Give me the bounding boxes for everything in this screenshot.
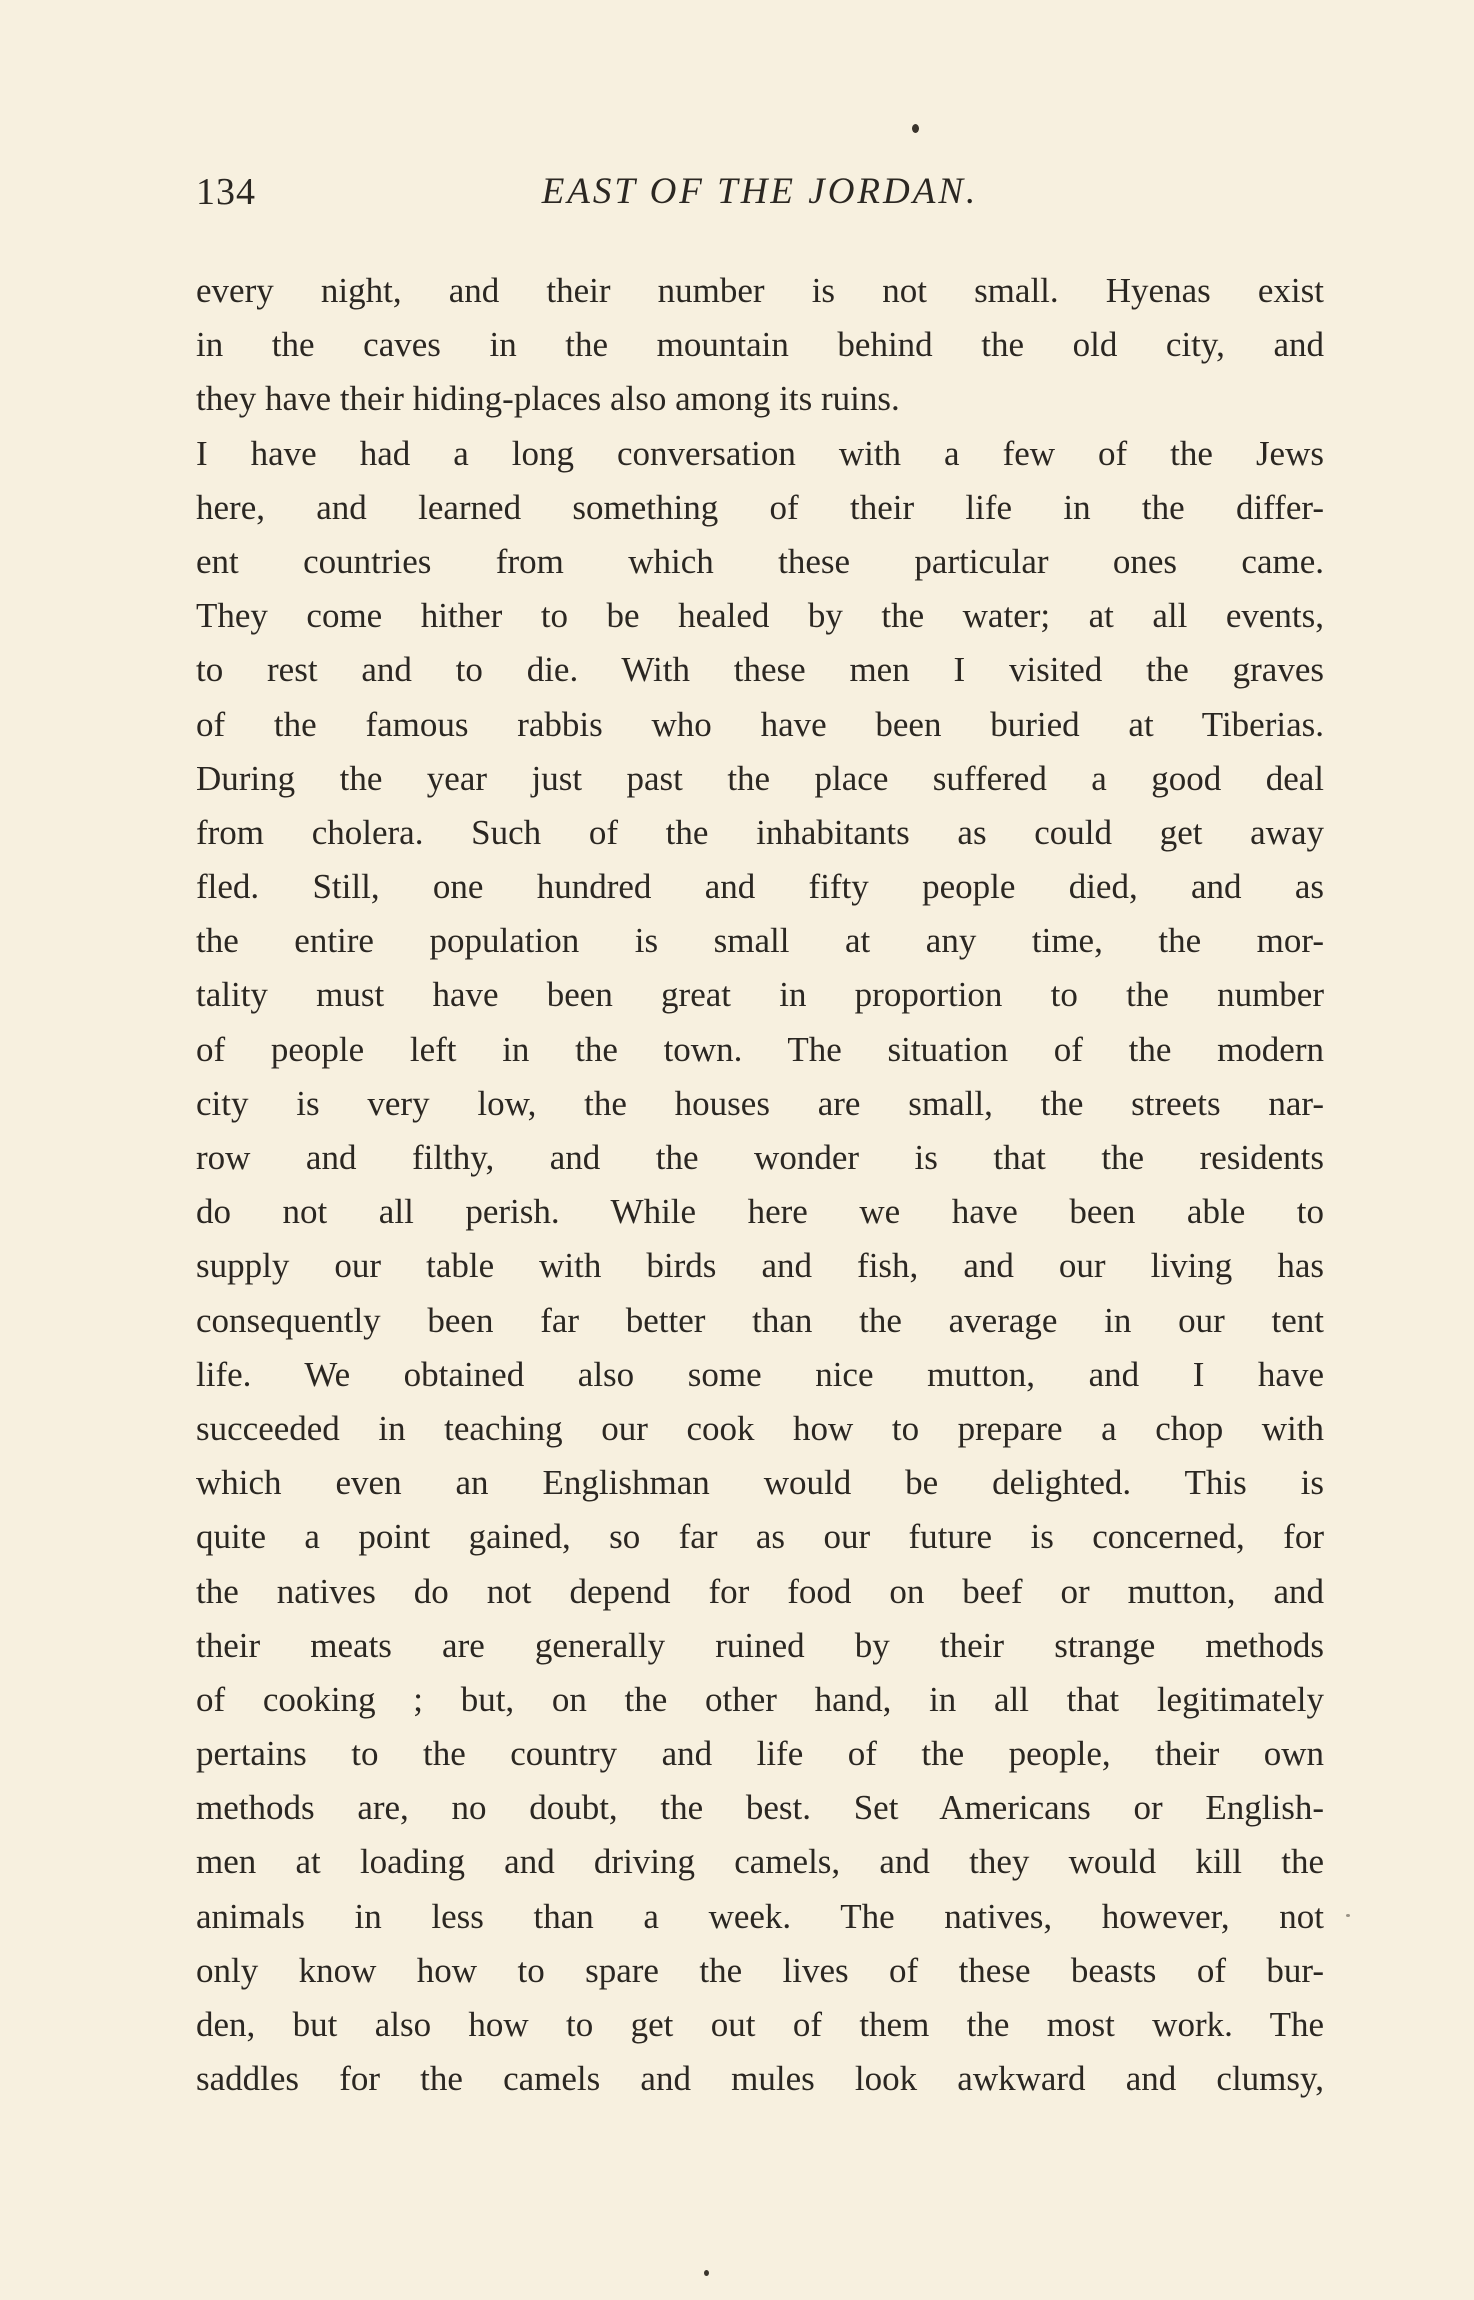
print-speck bbox=[1346, 1914, 1350, 1917]
text-line: quite a point gained, so far as our future is concerned, for bbox=[196, 1517, 1324, 1557]
text-line: methods are, no doubt, the best. Set Americans or English- bbox=[196, 1788, 1324, 1828]
text-line: they have their hiding-places also among its ruins. bbox=[196, 379, 900, 419]
text-line: which even an Englishman would be delighted. This is bbox=[196, 1463, 1324, 1503]
text-line: consequently been far better than the average in our tent bbox=[196, 1300, 1324, 1340]
page-header bbox=[196, 170, 1324, 230]
text-line: of cooking ; but, on the other hand, in all that legitimately bbox=[196, 1679, 1324, 1719]
text-line: supply our table with birds and fish, and our living has bbox=[196, 1246, 1324, 1286]
text-line: pertains to the country and life of the people, their own bbox=[196, 1734, 1324, 1774]
text-line: the entire population is small at any time, the mor- bbox=[196, 921, 1324, 961]
text-line: to rest and to die. With these men I visited the graves bbox=[196, 650, 1324, 690]
running-head: EAST OF THE JORDAN. bbox=[541, 171, 979, 212]
text-line: I have had a long conversation with a few of the Jews bbox=[196, 433, 1324, 473]
text-line: here, and learned something of their life in the differ- bbox=[196, 487, 1324, 527]
text-line: city is very low, the houses are small, the streets nar- bbox=[196, 1083, 1324, 1123]
text-line: men at loading and driving camels, and they would kill the bbox=[196, 1842, 1324, 1882]
text-line: den, but also how to get out of them the most work. The bbox=[196, 2005, 1324, 2044]
text-line: only know how to spare the lives of these beasts of bur- bbox=[196, 1950, 1324, 1990]
text-line: life. We obtained also some nice mutton, and I have bbox=[196, 1354, 1324, 1394]
text-line: the natives do not depend for food on beef or mutton, and bbox=[196, 1571, 1324, 1611]
text-line: from cholera. Such of the inhabitants as could get away bbox=[196, 812, 1324, 852]
text-line: succeeded in teaching our cook how to prepare a chop with bbox=[196, 1408, 1324, 1448]
text-line: of people left in the town. The situation of the modern bbox=[196, 1029, 1324, 1069]
text-line: ent countries from which these particular ones came. bbox=[196, 541, 1324, 581]
text-line: of the famous rabbis who have been buried at Tiberias. bbox=[196, 704, 1324, 744]
text-line: tality must have been great in proportion to the number bbox=[196, 975, 1324, 1015]
page-number: 134 bbox=[196, 171, 256, 213]
text-line: their meats are generally ruined by their strange methods bbox=[196, 1625, 1324, 1665]
text-line: do not all perish. While here we have been able to bbox=[196, 1192, 1324, 1232]
body-text bbox=[196, 264, 1324, 2106]
text-line: every night, and their number is not small. Hyenas exist bbox=[196, 271, 1324, 310]
text-line: in the caves in the mountain behind the old city, and bbox=[196, 325, 1324, 365]
print-speck bbox=[912, 124, 919, 133]
text-line: saddles for the camels and mules look awkward and clumsy, bbox=[196, 2059, 1324, 2099]
text-line: fled. Still, one hundred and fifty people died, and as bbox=[196, 867, 1324, 907]
text-line: They come hither to be healed by the water; at all events, bbox=[196, 596, 1324, 636]
text-line: row and filthy, and the wonder is that the residents bbox=[196, 1138, 1324, 1177]
print-speck bbox=[704, 2270, 709, 2276]
text-line: animals in less than a week. The natives, however, not bbox=[196, 1896, 1324, 1936]
text-line: During the year just past the place suffered a good deal bbox=[196, 758, 1324, 798]
